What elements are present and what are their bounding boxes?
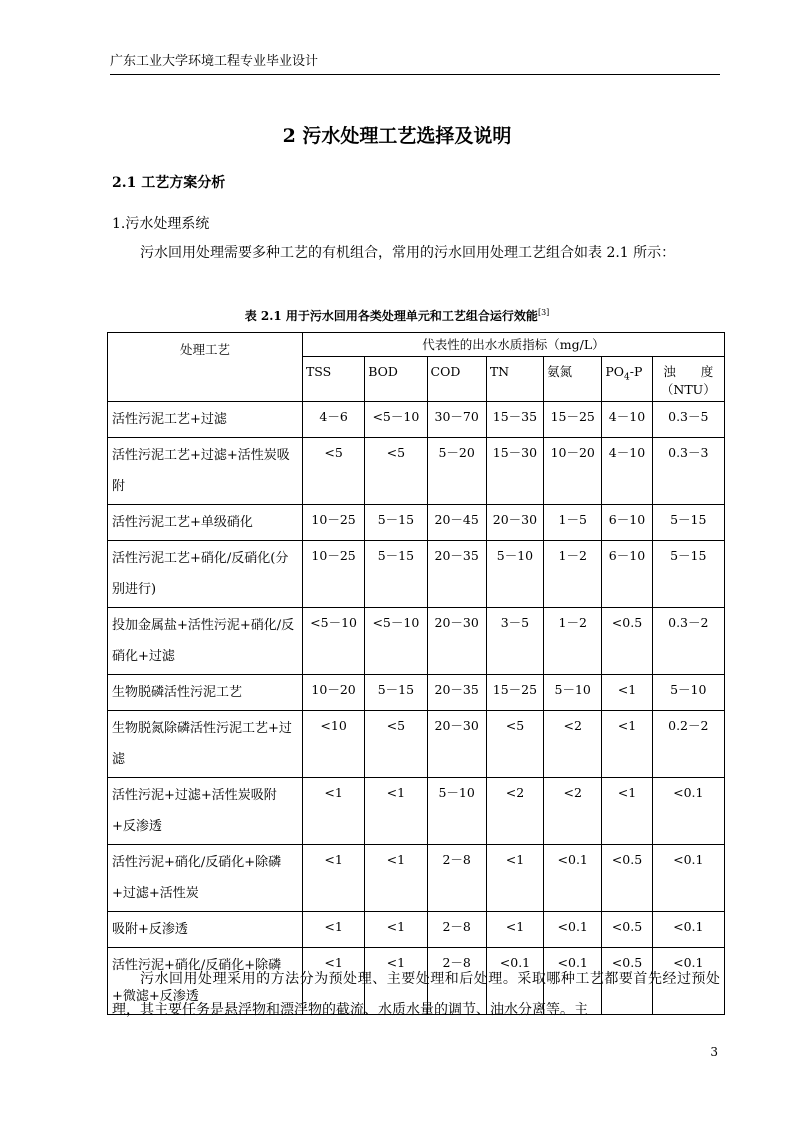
table-row: [108, 778, 725, 845]
table-caption-reference: [3]: [537, 308, 550, 317]
tn-value-cell: <5: [486, 711, 543, 778]
po4-value-cell: 6－10: [602, 541, 652, 608]
ntu-value-cell: 0.3－5: [652, 402, 724, 438]
bod-value-cell: 5－15: [365, 541, 427, 608]
chapter-title: 2 污水处理工艺选择及说明: [282, 125, 512, 147]
ntu-value-cell: <0.1: [652, 948, 724, 1015]
ntu-value-cell: 5－15: [652, 541, 724, 608]
bod-value-cell: <5: [365, 711, 427, 778]
process-performance-table: [107, 332, 725, 1015]
process-name-cell: 活性污泥工艺+单级硝化: [108, 505, 303, 541]
bod-value-cell: <1: [365, 778, 427, 845]
tss-value-cell: <1: [302, 845, 364, 912]
nh3-value-cell: <0.1: [544, 845, 602, 912]
cod-value-cell: 2－8: [427, 845, 486, 912]
nh3-value-cell: <0.1: [544, 912, 602, 948]
process-name-cell: 投加金属盐+活性污泥+硝化/反硝化+过滤: [108, 608, 303, 675]
turbidity-column-header: [652, 357, 724, 402]
po4-value-cell: 4－10: [602, 402, 652, 438]
nh3-value-cell: 1－2: [544, 608, 602, 675]
tn-value-cell: <1: [486, 845, 543, 912]
process-name-cell: 活性污泥+硝化/反硝化+除磷+微滤+反渗透: [108, 948, 303, 1015]
cod-value-cell: 30－70: [427, 402, 486, 438]
bod-value-cell: 5－15: [365, 505, 427, 541]
cod-value-cell: 20－30: [427, 711, 486, 778]
nh3-value-cell: <2: [544, 711, 602, 778]
process-name-cell: 生物脱磷活性污泥工艺: [108, 675, 303, 711]
cod-value-cell: 20－35: [427, 675, 486, 711]
tn-value-cell: <1: [486, 912, 543, 948]
process-name-cell: 活性污泥+硝化/反硝化+除磷+过滤+活性炭: [108, 845, 303, 912]
tss-value-cell: <1: [302, 912, 364, 948]
bod-value-cell: <1: [365, 845, 427, 912]
po4-value-cell: 4－10: [602, 438, 652, 505]
table-row: [108, 675, 725, 711]
bod-value-cell: <5－10: [365, 608, 427, 675]
bod-value-cell: <5－10: [365, 402, 427, 438]
po4-value-cell: <1: [602, 675, 652, 711]
ntu-value-cell: 0.2－2: [652, 711, 724, 778]
phosphate-subscript: 4: [624, 372, 630, 383]
tss-value-cell: 10－20: [302, 675, 364, 711]
ntu-value-cell: 0.3－2: [652, 608, 724, 675]
process-name-cell: 活性污泥工艺+过滤: [108, 402, 303, 438]
ntu-value-cell: 0.3－3: [652, 438, 724, 505]
process-column-header: 处理工艺: [108, 333, 303, 402]
tss-value-cell: <1: [302, 948, 364, 1015]
tn-column-header: TN: [486, 357, 543, 402]
table-row: [108, 505, 725, 541]
tss-value-cell: <1: [302, 778, 364, 845]
table-row: [108, 912, 725, 948]
tn-value-cell: <2: [486, 778, 543, 845]
tss-value-cell: 4－6: [302, 402, 364, 438]
po4-value-cell: <1: [602, 778, 652, 845]
process-name-cell: 活性污泥工艺+硝化/反硝化(分别进行): [108, 541, 303, 608]
tn-value-cell: <0.1: [486, 948, 543, 1015]
tn-value-cell: 5－10: [486, 541, 543, 608]
page-number: 3: [710, 1045, 718, 1059]
phosphate-label: PO: [605, 364, 625, 379]
bod-column-header: BOD: [365, 357, 427, 402]
po4-value-cell: <0.5: [602, 948, 652, 1015]
turbidity-unit: （NTU）: [660, 382, 716, 397]
table-row: [108, 438, 725, 505]
tn-value-cell: 15－35: [486, 402, 543, 438]
ntu-value-cell: <0.1: [652, 778, 724, 845]
nh3-value-cell: <2: [544, 778, 602, 845]
table-caption: [0, 304, 794, 325]
cod-value-cell: 20－45: [427, 505, 486, 541]
tss-value-cell: <5: [302, 438, 364, 505]
turbidity-label: 浊 度: [663, 364, 714, 379]
table-row: [108, 541, 725, 608]
tss-column-header: TSS: [302, 357, 364, 402]
cod-value-cell: 2－8: [427, 912, 486, 948]
table-row: [108, 402, 725, 438]
nh3-value-cell: 5－10: [544, 675, 602, 711]
po4-value-cell: <0.5: [602, 608, 652, 675]
body-paragraph: 污水回用处理采用的方法分为预处理、主要处理和后处理。采取哪种工艺都要首先经过预处理，其主要任务是悬浮物和漂浮物的截流、水质水量的调节、油水分离等。主: [112, 971, 720, 1018]
process-name-cell: 活性污泥工艺+过滤+活性炭吸附: [108, 438, 303, 505]
nh3-value-cell: 15－25: [544, 402, 602, 438]
cod-value-cell: 5－20: [427, 438, 486, 505]
ntu-value-cell: 5－15: [652, 505, 724, 541]
table-row: [108, 711, 725, 778]
table-row: [108, 608, 725, 675]
cod-value-cell: 20－35: [427, 541, 486, 608]
phosphate-column-header: [602, 357, 652, 402]
phosphate-suffix: -P: [629, 364, 643, 379]
ntu-value-cell: <0.1: [652, 845, 724, 912]
cod-column-header: COD: [427, 357, 486, 402]
nh3-value-cell: 10－20: [544, 438, 602, 505]
ntu-value-cell: 5－10: [652, 675, 724, 711]
po4-value-cell: <0.5: [602, 845, 652, 912]
table-caption-text: 表 2.1 用于污水回用各类处理单元和工艺组合运行效能: [244, 309, 538, 323]
nh3-value-cell: 1－5: [544, 505, 602, 541]
process-name-cell: 生物脱氮除磷活性污泥工艺+过滤: [108, 711, 303, 778]
tn-value-cell: 20－30: [486, 505, 543, 541]
ammonia-column-header: 氨氮: [544, 357, 602, 402]
cod-value-cell: 2－8: [427, 948, 486, 1015]
table-row: [108, 845, 725, 912]
process-name-cell: 吸附+反渗透: [108, 912, 303, 948]
po4-value-cell: <0.5: [602, 912, 652, 948]
table-body: [108, 402, 725, 1015]
bod-value-cell: <1: [365, 912, 427, 948]
tn-value-cell: 15－30: [486, 438, 543, 505]
tss-value-cell: <5－10: [302, 608, 364, 675]
process-name-cell: 活性污泥+过滤+活性炭吸附+反渗透: [108, 778, 303, 845]
ntu-value-cell: <0.1: [652, 912, 724, 948]
po4-value-cell: <1: [602, 711, 652, 778]
po4-value-cell: 6－10: [602, 505, 652, 541]
bod-value-cell: <1: [365, 948, 427, 1015]
section-title: 2.1 工艺方案分析: [112, 175, 226, 191]
subsection-title: 1.污水处理系统: [112, 216, 210, 232]
bod-value-cell: <5: [365, 438, 427, 505]
tss-value-cell: 10－25: [302, 505, 364, 541]
table-header-row: [108, 333, 725, 357]
tn-value-cell: 15－25: [486, 675, 543, 711]
page-header: 广东工业大学环境工程专业毕业设计: [110, 52, 720, 75]
tss-value-cell: <10: [302, 711, 364, 778]
tn-value-cell: 3－5: [486, 608, 543, 675]
intro-paragraph: 污水回用处理需要多种工艺的有机组合，常用的污水回用处理工艺组合如表 2.1 所示：: [140, 245, 676, 261]
tss-value-cell: 10－25: [302, 541, 364, 608]
cod-value-cell: 20－30: [427, 608, 486, 675]
nh3-value-cell: 1－2: [544, 541, 602, 608]
nh3-value-cell: <0.1: [544, 948, 602, 1015]
bod-value-cell: 5－15: [365, 675, 427, 711]
water-quality-group-header: 代表性的出水水质指标（mg/L）: [302, 333, 724, 357]
cod-value-cell: 5－10: [427, 778, 486, 845]
